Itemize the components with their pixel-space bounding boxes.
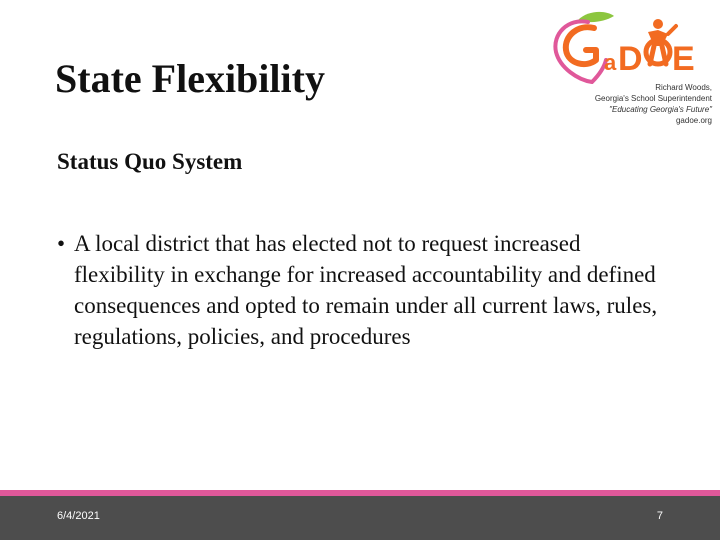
gadoe-logo — [548, 6, 713, 84]
logo-website: gadoe.org — [675, 116, 712, 125]
footer-bar — [0, 496, 720, 540]
svg-text:E: E — [672, 40, 695, 78]
svg-text:D: D — [618, 40, 643, 78]
bullet-marker: • — [57, 231, 66, 256]
logo-tagline: "Educating Georgia's Future" — [609, 105, 712, 114]
superintendent-name: Richard Woods, — [655, 83, 712, 92]
svg-text:a: a — [604, 50, 617, 75]
slide-subtitle: Status Quo System — [57, 149, 243, 174]
bullet-item — [57, 228, 667, 352]
bullet-text: A local district that has elected not to request increased flexibility in exchange for increased accountability and defined consequences and opted to remain under all current laws, rules, regulations, policies, and procedures — [74, 231, 658, 349]
logo-caption — [595, 82, 712, 126]
superintendent-title: Georgia's School Superintendent — [594, 94, 712, 103]
page-number: 7 — [656, 510, 663, 522]
footer-date: 6/4/2021 — [57, 510, 100, 522]
slide-title: State Flexibility — [55, 56, 325, 101]
